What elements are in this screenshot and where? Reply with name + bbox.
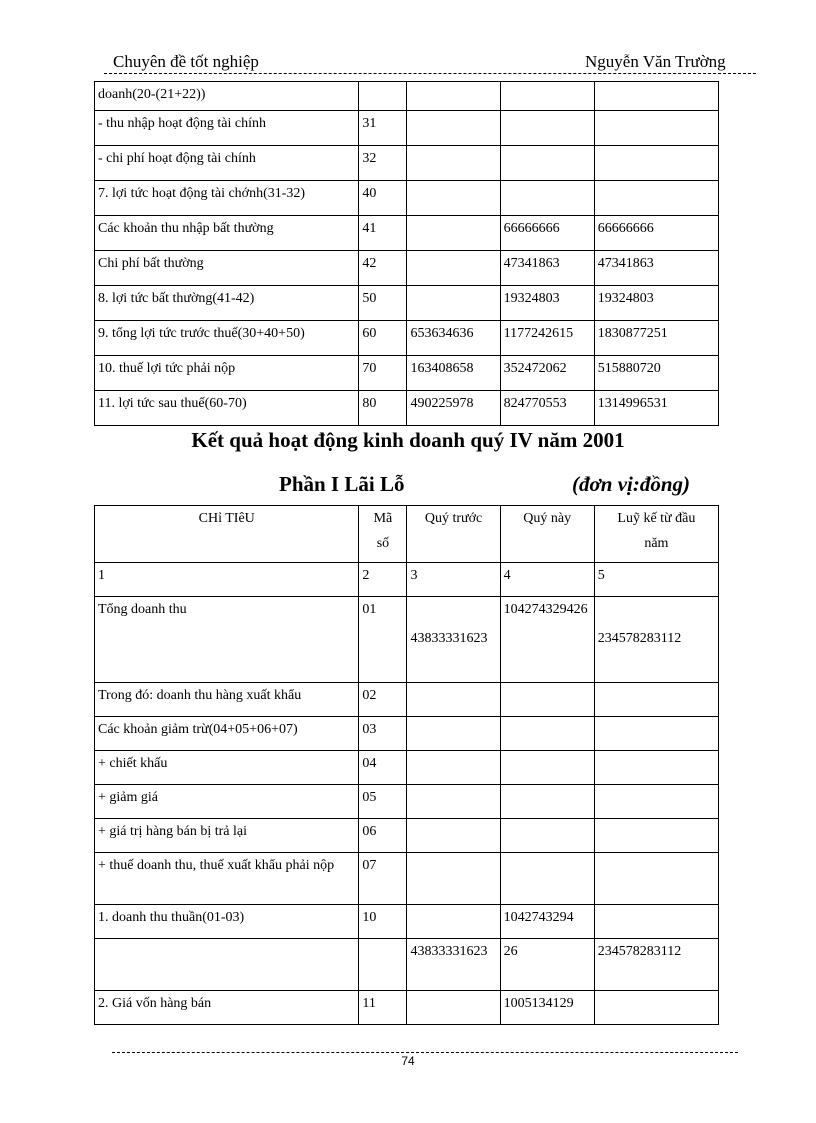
table-cell bbox=[407, 683, 500, 717]
table-cell: 04 bbox=[359, 751, 407, 785]
cell: 4 bbox=[500, 563, 594, 597]
table-cell bbox=[594, 785, 718, 819]
table-cell bbox=[359, 939, 407, 991]
table-cell: 1177242615 bbox=[500, 321, 594, 356]
table-cell: 1005134129 bbox=[500, 991, 594, 1025]
table-row bbox=[95, 146, 719, 181]
table-cell bbox=[407, 286, 500, 321]
table-cell: 43833331623 bbox=[407, 939, 500, 991]
table-header-row bbox=[95, 506, 719, 563]
table-cell bbox=[500, 181, 594, 216]
table-cell: 50 bbox=[359, 286, 407, 321]
table-cell: 234578283112 bbox=[594, 597, 718, 683]
table-row bbox=[95, 251, 719, 286]
table-cell: 66666666 bbox=[500, 216, 594, 251]
table-cell bbox=[407, 111, 500, 146]
table-cell bbox=[500, 683, 594, 717]
table-cell: 490225978 bbox=[407, 391, 500, 426]
table-cell bbox=[594, 991, 718, 1025]
table-cell bbox=[407, 181, 500, 216]
table-cell bbox=[594, 146, 718, 181]
table-cell: 07 bbox=[359, 853, 407, 905]
table-cell bbox=[594, 82, 718, 111]
page-number: 74 bbox=[401, 1054, 415, 1068]
table-cell: Các khoản giảm trừ(04+05+06+07) bbox=[95, 717, 359, 751]
table-cell: Các khoản thu nhập bất thường bbox=[95, 216, 359, 251]
table-cell bbox=[500, 819, 594, 853]
table-cell bbox=[407, 785, 500, 819]
table-cell: 11 bbox=[359, 991, 407, 1025]
table-cell: 9. tổng lợi tức trước thuế(30+40+50) bbox=[95, 321, 359, 356]
table-cell bbox=[594, 683, 718, 717]
header-divider bbox=[104, 73, 756, 74]
table-row bbox=[95, 597, 719, 683]
table-cell bbox=[594, 111, 718, 146]
table-cell: - thu nhập hoạt động tài chính bbox=[95, 111, 359, 146]
table-cell: 19324803 bbox=[594, 286, 718, 321]
table-cell: 1314996531 bbox=[594, 391, 718, 426]
table-row bbox=[95, 321, 719, 356]
table-cell: 70 bbox=[359, 356, 407, 391]
table-row bbox=[95, 356, 719, 391]
table-cell: 60 bbox=[359, 321, 407, 356]
table-cell bbox=[500, 785, 594, 819]
unit-label: (đơn vị:đồng) bbox=[572, 472, 691, 496]
table-cell: + thuế doanh thu, thuế xuất khẩu phải nộp bbox=[95, 853, 359, 905]
table-cell: 1. doanh thu thuần(01-03) bbox=[95, 905, 359, 939]
table-row bbox=[95, 785, 719, 819]
table-cell bbox=[407, 853, 500, 905]
cell: 3 bbox=[407, 563, 500, 597]
table-cell: 2. Giá vốn hàng bán bbox=[95, 991, 359, 1025]
table-cell: 31 bbox=[359, 111, 407, 146]
table-cell: 47341863 bbox=[594, 251, 718, 286]
table-cell bbox=[500, 111, 594, 146]
header-this-quarter: Quý này bbox=[500, 506, 594, 563]
table-cell: + chiết khấu bbox=[95, 751, 359, 785]
table-cell bbox=[407, 751, 500, 785]
table-cell: 02 bbox=[359, 683, 407, 717]
table-cell bbox=[594, 819, 718, 853]
table-row bbox=[95, 939, 719, 991]
table-row bbox=[95, 853, 719, 905]
table-cell: 40 bbox=[359, 181, 407, 216]
table-cell: 80 bbox=[359, 391, 407, 426]
table-cell bbox=[407, 717, 500, 751]
cell: 1 bbox=[95, 563, 359, 597]
table-cell: 824770553 bbox=[500, 391, 594, 426]
header-code-line2: số bbox=[376, 536, 390, 551]
table-cell: 43833331623 bbox=[407, 597, 500, 683]
table-cell: 1042743294 bbox=[500, 905, 594, 939]
table-cell: + giảm giá bbox=[95, 785, 359, 819]
table-cell bbox=[407, 216, 500, 251]
table-cell: 11. lợi tức sau thuế(60-70) bbox=[95, 391, 359, 426]
table-cell bbox=[407, 251, 500, 286]
header-title: Chuyên đề tốt nghiệp bbox=[113, 52, 259, 71]
header-cumulative-line1: Luỹ kế từ đầu bbox=[617, 511, 696, 526]
header-code bbox=[359, 506, 407, 563]
table-cell bbox=[594, 181, 718, 216]
cell: 5 bbox=[594, 563, 718, 597]
table-cell bbox=[407, 146, 500, 181]
table-row bbox=[95, 216, 719, 251]
table-cell: 163408658 bbox=[407, 356, 500, 391]
table-cell bbox=[407, 991, 500, 1025]
income-table-continued bbox=[94, 81, 719, 426]
table-row bbox=[95, 111, 719, 146]
table-cell: doanh(20-(21+22)) bbox=[95, 82, 359, 111]
part-title: Phần I Lãi Lỗ bbox=[279, 472, 405, 496]
table-cell: 10. thuế lợi tức phải nộp bbox=[95, 356, 359, 391]
table-cell bbox=[500, 82, 594, 111]
table-cell bbox=[500, 717, 594, 751]
table-row bbox=[95, 286, 719, 321]
table-row bbox=[95, 82, 719, 111]
table-row bbox=[95, 991, 719, 1025]
table-cell: 104274329426 bbox=[500, 597, 594, 683]
table-cell: 03 bbox=[359, 717, 407, 751]
table-cell: 47341863 bbox=[500, 251, 594, 286]
table-cell: Tổng doanh thu bbox=[95, 597, 359, 683]
header-cumulative-line2: năm bbox=[644, 536, 669, 551]
profit-loss-table bbox=[94, 505, 719, 1025]
table-cell bbox=[359, 82, 407, 111]
table-cell: 01 bbox=[359, 597, 407, 683]
table-cell: 10 bbox=[359, 905, 407, 939]
table-cell: + giá trị hàng bán bị trả lại bbox=[95, 819, 359, 853]
table-cell bbox=[407, 905, 500, 939]
table-cell: Chi phí bất thường bbox=[95, 251, 359, 286]
table-cell bbox=[500, 146, 594, 181]
table-cell bbox=[594, 853, 718, 905]
table-cell: 1830877251 bbox=[594, 321, 718, 356]
table-cell bbox=[500, 751, 594, 785]
table-cell: 32 bbox=[359, 146, 407, 181]
header-cumulative bbox=[594, 506, 718, 563]
table-row bbox=[95, 905, 719, 939]
table-cell: 515880720 bbox=[594, 356, 718, 391]
table-cell: 352472062 bbox=[500, 356, 594, 391]
header-author: Nguyễn Văn Trường bbox=[585, 52, 726, 71]
table-cell: Trong đó: doanh thu hàng xuất khẩu bbox=[95, 683, 359, 717]
table-cell: 42 bbox=[359, 251, 407, 286]
section-title: Kết quả hoạt động kinh doanh quý IV năm 2001 bbox=[191, 428, 625, 452]
table-row bbox=[95, 717, 719, 751]
table-cell bbox=[594, 905, 718, 939]
table-cell: 26 bbox=[500, 939, 594, 991]
cell: 2 bbox=[359, 563, 407, 597]
header-code-line1: Mã bbox=[373, 511, 393, 526]
table-cell bbox=[594, 717, 718, 751]
table-cell: - chi phí hoạt động tài chính bbox=[95, 146, 359, 181]
table-cell: 234578283112 bbox=[594, 939, 718, 991]
table-cell: 66666666 bbox=[594, 216, 718, 251]
table-cell bbox=[95, 939, 359, 991]
table-row bbox=[95, 391, 719, 426]
column-numbering-row bbox=[95, 563, 719, 597]
table-cell: 8. lợi tức bất thường(41-42) bbox=[95, 286, 359, 321]
table-cell: 05 bbox=[359, 785, 407, 819]
table-cell bbox=[407, 819, 500, 853]
table-row bbox=[95, 683, 719, 717]
table-cell bbox=[407, 82, 500, 111]
table-row bbox=[95, 181, 719, 216]
header-prev-quarter: Quý trước bbox=[407, 506, 500, 563]
footer-divider bbox=[112, 1052, 738, 1053]
table-row bbox=[95, 751, 719, 785]
table-cell: 7. lợi tức hoạt động tài chớnh(31-32) bbox=[95, 181, 359, 216]
table-row bbox=[95, 819, 719, 853]
table-cell bbox=[500, 853, 594, 905]
table-cell: 19324803 bbox=[500, 286, 594, 321]
header-indicator: CHỉ TIêU bbox=[95, 506, 359, 563]
table-cell: 41 bbox=[359, 216, 407, 251]
table-cell: 06 bbox=[359, 819, 407, 853]
table-cell bbox=[594, 751, 718, 785]
table-cell: 653634636 bbox=[407, 321, 500, 356]
